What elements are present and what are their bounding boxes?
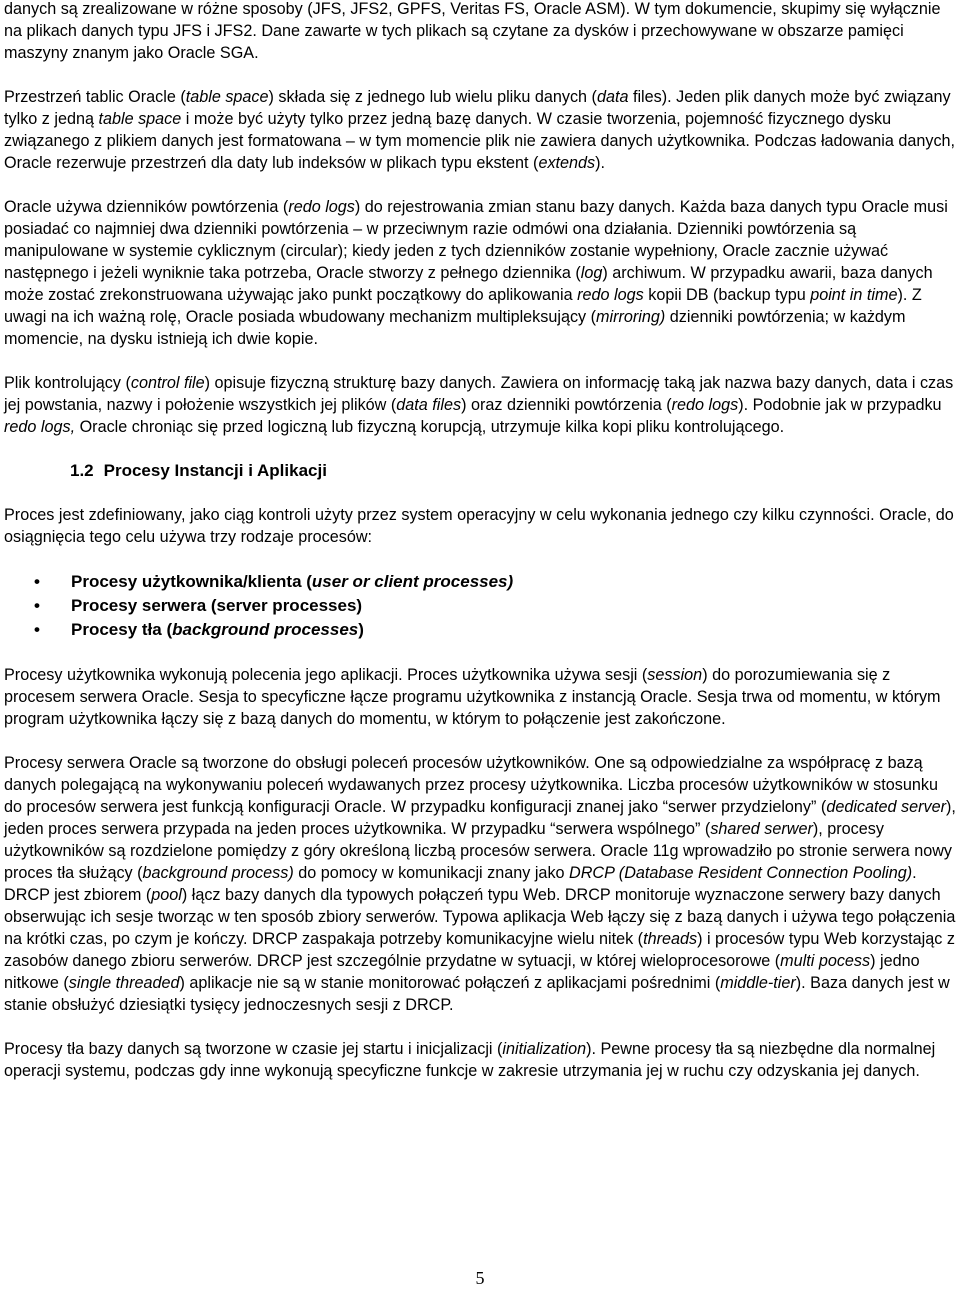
bullet-icon: • <box>34 620 40 639</box>
bullet-icon: • <box>34 596 40 615</box>
list-item-background-processes: • Procesy tła (background processes) <box>4 618 956 642</box>
process-type-list <box>4 570 956 642</box>
section-heading <box>70 460 956 482</box>
list-item-server-processes: • Procesy serwera (server processes) <box>4 594 956 618</box>
bullet-icon: • <box>34 572 40 591</box>
document-page <box>4 0 956 1082</box>
section-title: Procesy Instancji i Aplikacji <box>103 461 327 480</box>
paragraph-data-files-intro: danych są zrealizowane w różne sposoby (JFS, JFS2, GPFS, Veritas FS, Oracle ASM). W tym dokumencie, skupimy się wyłącznie na plikach danych typu JFS i JFS2. Dane zawarte w tych plikach są czytane za dysków i przechowywane w obszarze pamięci maszyny znanym jako Oracle SGA. <box>4 0 941 62</box>
paragraph-background-processes: Procesy tła bazy danych są tworzone w czasie jej startu i inicjalizacji (initialization). Pewne procesy tła są niezbędne dla normalnej operacji systemu, podczas gdy inne wykonują specyficzne funkcje w zakresie utrzymania jej w ruchu czy odzyskania jej danych. <box>4 1040 936 1080</box>
paragraph-control-file: Plik kontrolujący (control file) opisuje fizyczną strukturę bazy danych. Zawiera on informację taką jak nazwa bazy danych, data i czas jej powstania, nazwy i położenie wszystkich jej plików (data files) oraz dzienniki powtórzenia (redo logs). Podobnie jak w przypadku redo logs, Oracle chroniąc się przed logiczną lub fizyczną korupcją, utrzymuje kilka kopi pliku kontrolującego. <box>4 374 954 436</box>
section-number: 1.2 <box>70 461 94 480</box>
paragraph-user-processes: Procesy użytkownika wykonują polecenia jego aplikacji. Proces użytkownika używa sesji (session) do porozumiewania się z procesem serwera Oracle. Sesja to specyficzne łącze programu użytkownika z instancją Oracle. Sesja trwa od momentu, w którym program użytkownika łączy się z bazą danych do momentu, w którym to połączenie jest zakończone. <box>4 666 941 728</box>
paragraph-server-processes: Procesy serwera Oracle są tworzone do obsługi poleceń procesów użytkowników. One są odpowiedzialne za współpracę z bazą danych polegającą na wykonywaniu poleceń wydawanych przez procesy użytkownika. Liczba procesów użytkowników w stosunku do procesów serwera jest funkcją konfiguracji Oracle. W przypadku konfiguracji znanej jako “serwer przydzielony” (dedicated server), jeden proces serwera przypada na jeden proces użytkownika. W przypadku “serwera wspólnego” (shared serwer), procesy użytkowników są rozdzielone pomiędzy z góry określoną liczbą procesów serwera. Oracle 11g wprowadziło po stronie serwera nowy proces tła służący (background process) do pomocy w komunikacji znany jako DRCP (Database Resident Connection Pooling). DRCP jest zbiorem (pool) łącz bazy danych dla typowych połączeń typu Web. DRCP monitoruje wyznaczone serwery bazy danych obserwując ich sesje tworząc w ten sposób zbiory serwerów. Typowa aplikacja Web łączy się z bazą danych i używa tego połączenia na krótki czas, po czym je kończy. DRCP zaspakaja potrzeby komunikacyjne wielu nitek (threads) i procesów typu Web korzystając z zasobów danego zbioru serwerów. DRCP jest szczególnie przydatne w sytuacji, w której wieloprocesorowe (multi pocess) jedno nitkowe (single threaded) aplikacje nie są w stanie monitorować połączeń z aplikacjami pośrednimi (middle-tier). Baza danych jest w stanie obsłużyć dziesiątki tysięcy jednoczesnych sesji z DRCP. <box>4 754 956 1014</box>
list-item-user-processes: • Procesy użytkownika/klienta (user or client processes) <box>4 570 956 594</box>
paragraph-redo-logs: Oracle używa dzienników powtórzenia (redo logs) do rejestrowania zmian stanu bazy danych. Każda baza danych typu Oracle musi posiadać co najmniej dwa dzienniki powtórzenia – w przeciwnym razie odmówi ona działania. Dzienniki powtórzenia są manipulowane w systemie cyklicznym (circular); kiedy jeden z tych dzienników zostanie wypełniony, Oracle zacznie używać następnego i jeżeli wyniknie taka potrzeba, Oracle stworzy z pełnego dziennika (log) archiwum. W przypadku awarii, baza danych może zostać zrekonstruowana używając jako punkt początkowy do aplikowania redo logs kopii DB (backup typu point in time). Z uwagi na ich ważną rolę, Oracle posiada wbudowany mechanizm multipleksujący (mirroring) dzienniki powtórzenia; w każdym momencie, na dysku istnieją ich dwie kopie. <box>4 198 948 348</box>
paragraph-table-space: Przestrzeń tablic Oracle (table space) składa się z jednego lub wielu pliku danych (data files). Jeden plik danych może być związany tylko z jedną table space i może być użyty tylko przez jedną bazę danych. W czasie tworzenia, pojemność fizycznego dysku związanego z plikiem danych jest formatowana – w tym momencie plik nie zawiera danych użytkownika. Podczas ładowania danych, Oracle rezerwuje przestrzeń dla daty lub indeksów w plikach typu ekstent (extends). <box>4 88 956 172</box>
paragraph-process-definition: Proces jest zdefiniowany, jako ciąg kontroli użyty przez system operacyjny w celu wykonania jednego czy kilku czynności. Oracle, do osiągnięcia tego celu używa trzy rodzaje procesów: <box>4 506 954 546</box>
page-number: 5 <box>475 1268 485 1288</box>
